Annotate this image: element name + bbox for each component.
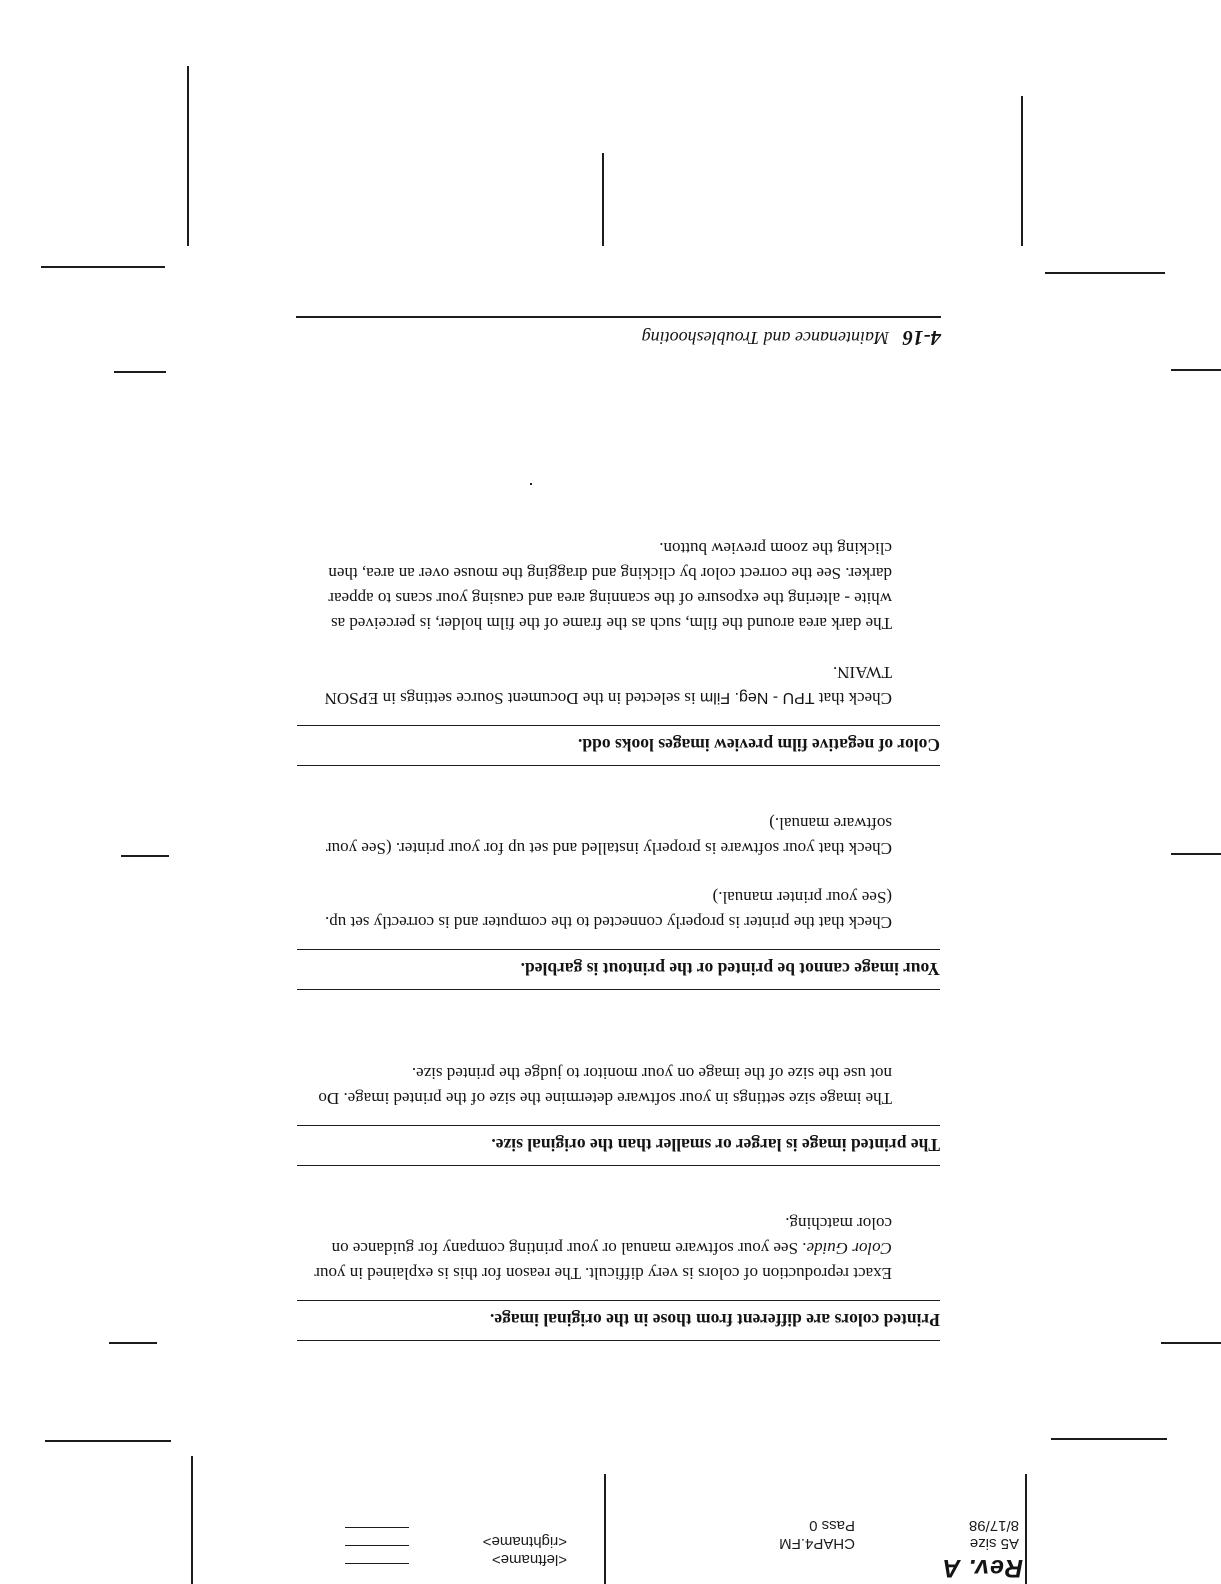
- section-heading-text: Color of negative film preview images looks odd.: [578, 735, 940, 755]
- crop-mark-vertical: [191, 1456, 193, 1584]
- crop-mark-vertical: [1025, 1474, 1027, 1584]
- paragraph: The dark area around the film, such as the frame of the film holder, is perceived as white - altering the exposure of the scanning area and causing your scans to appear darker. See the correct color by clicking and dragging the mouse over an area, then clicking the zoom preview button.: [328, 539, 892, 633]
- crop-mark-horizontal: [109, 1342, 157, 1344]
- paragraph: Check that your software is properly installed and set up for your printer. (See your software manual.): [325, 814, 892, 858]
- running-head: [296, 322, 941, 350]
- color-guide-title: Color Guide: [806, 1239, 892, 1258]
- section-heading: [297, 1300, 940, 1341]
- crop-mark-vertical: [1021, 96, 1023, 246]
- crop-mark-horizontal: [1051, 1438, 1167, 1440]
- paragraph-text: is selected in the Document Source settings in EPSON TWAIN.: [324, 663, 892, 708]
- section-heading: [297, 949, 940, 990]
- running-head-rule: [296, 316, 941, 318]
- section-heading-text: The printed image is larger or smaller than the original size.: [491, 1135, 940, 1155]
- crop-mark-horizontal: [45, 1440, 171, 1442]
- paragraph-text: Check that: [814, 689, 892, 708]
- slug-pass: Pass 0: [809, 1517, 855, 1534]
- revision-label: Rev. A: [941, 1554, 1023, 1582]
- section-heading-text: Your image cannot be printed or the printout is garbled.: [520, 959, 940, 979]
- section-heading-text: Printed colors are different from those in the original image.: [489, 1310, 940, 1330]
- page-number: 4-16: [902, 326, 941, 350]
- crop-mark-horizontal: [1161, 1342, 1221, 1344]
- section-body: [300, 536, 892, 711]
- slug-rule: [345, 1563, 409, 1564]
- stray-dot: [530, 483, 532, 485]
- section-body: [300, 811, 892, 935]
- troubleshooting-section: [297, 811, 940, 990]
- crop-mark-horizontal: [1171, 853, 1221, 855]
- troubleshooting-section: [297, 1061, 940, 1166]
- slug-rule: [345, 1545, 409, 1546]
- section-heading: [297, 725, 940, 766]
- paragraph: Check that the printer is properly connected to the computer and is correctly set up. (See your printer manual.): [325, 888, 892, 932]
- section-body: [300, 1211, 892, 1286]
- chapter-title: Maintenance and Troubleshooting: [641, 328, 889, 348]
- crop-mark-vertical: [187, 66, 189, 246]
- troubleshooting-section: [297, 1211, 940, 1341]
- crop-mark-horizontal: [1171, 369, 1221, 371]
- crop-mark-vertical: [602, 153, 604, 246]
- paragraph-text: . See your software manual or your printing company for guidance on color matching.: [331, 1214, 892, 1258]
- slug-size: A5 size: [969, 1535, 1019, 1552]
- setting-name: TPU - Neg. Film: [699, 689, 815, 706]
- troubleshooting-section: [297, 536, 940, 766]
- slug-date: 8/17/98: [968, 1517, 1019, 1534]
- paragraph: The image size settings in your software determine the size of the printed image. Do not use the size of the image on your monitor to judge the printed size.: [318, 1064, 892, 1108]
- paragraph: [300, 660, 892, 711]
- crop-mark-horizontal: [121, 855, 169, 857]
- paragraph: [300, 1211, 892, 1286]
- crop-mark-horizontal: [114, 371, 166, 373]
- section-body: [300, 1061, 892, 1111]
- paragraph-text: Exact reproduction of colors is very difficult. The reason for this is explained in your: [314, 1264, 892, 1283]
- slug-rule: [345, 1527, 409, 1528]
- section-heading: [297, 1125, 940, 1166]
- slug-file: CHAP4.FM: [779, 1535, 855, 1552]
- slug-rightname: <rightname>: [482, 1533, 567, 1550]
- crop-mark-horizontal: [1045, 272, 1165, 274]
- crop-mark-vertical: [604, 1474, 606, 1584]
- slug-leftname: <leftname>: [491, 1551, 567, 1568]
- crop-mark-horizontal: [41, 266, 165, 268]
